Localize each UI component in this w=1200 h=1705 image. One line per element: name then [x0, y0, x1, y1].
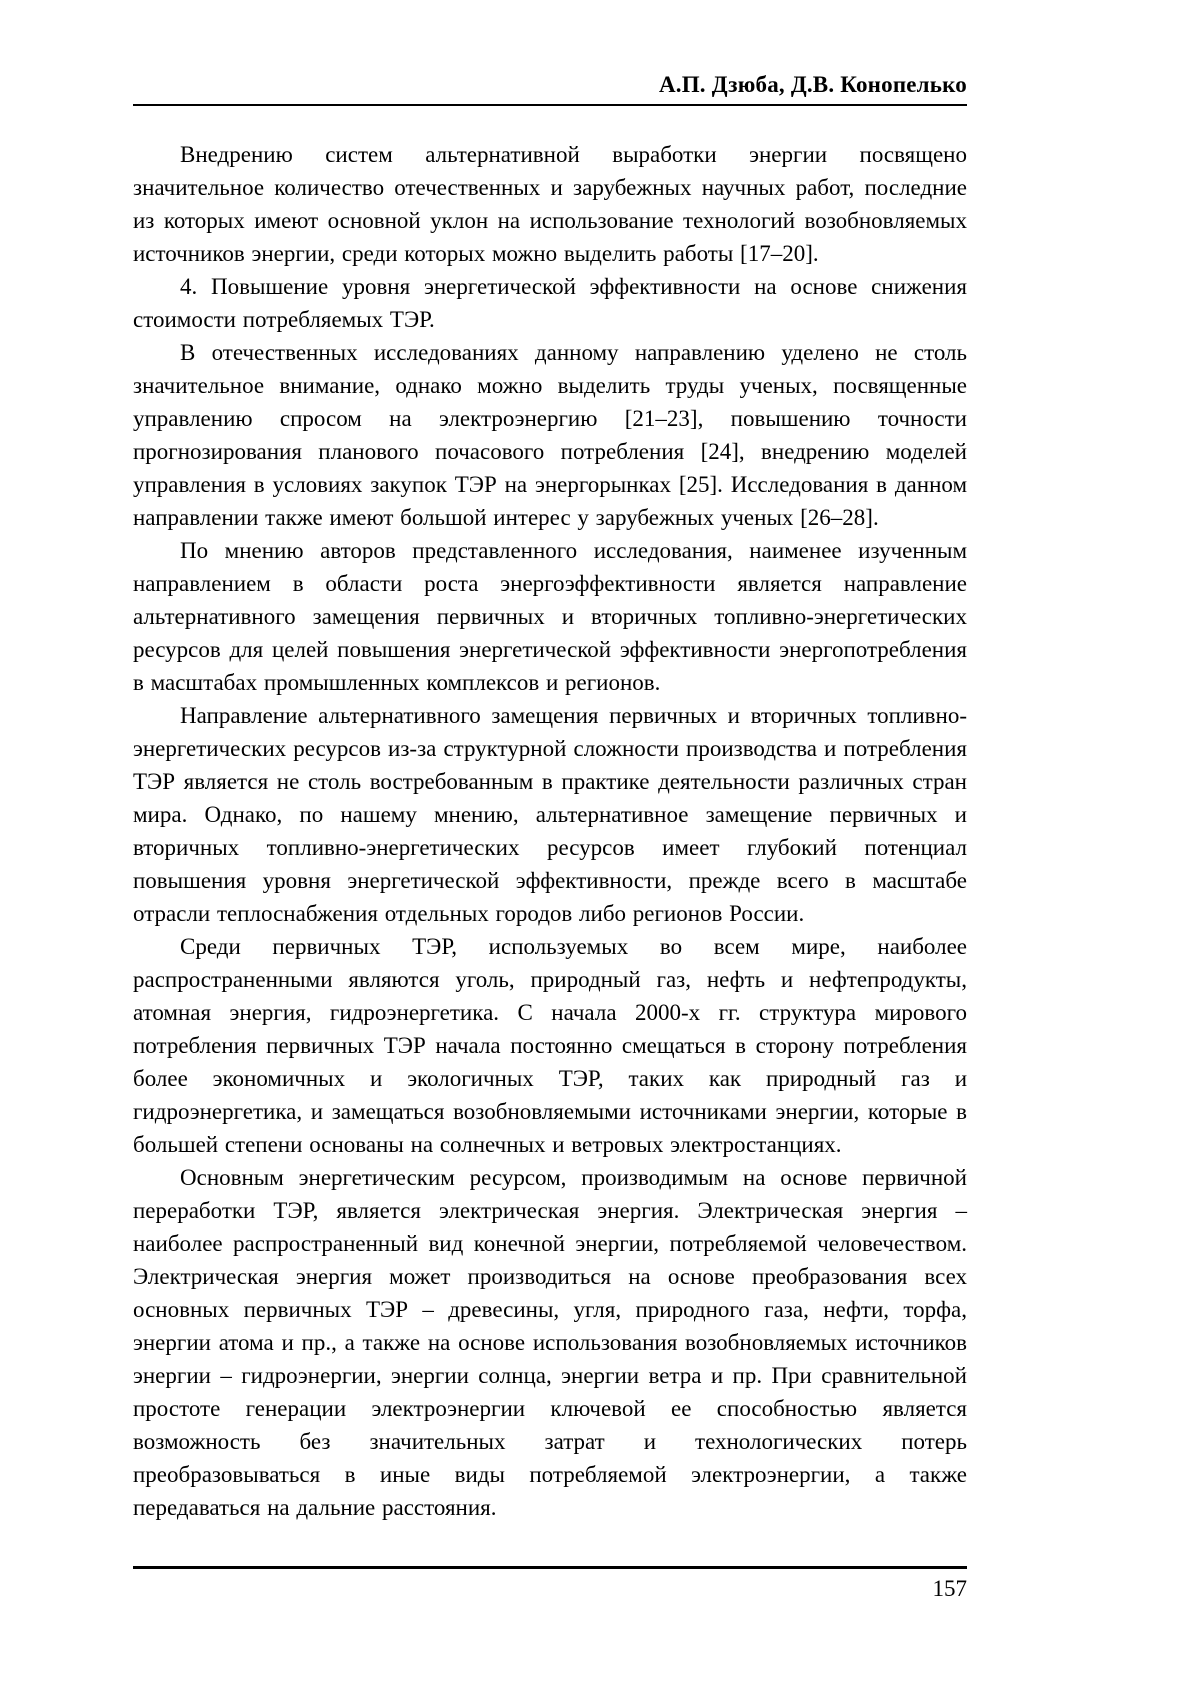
paragraph: В отечественных исследованиях данному направлению уделено не столь значительное внимание, однако можно выделить труды ученых, посвященные управлению спросом на электроэнергию [21–23], повышению точности прогнозирования планового почасового потребления [24], внедрению моделей управления в условиях закупок ТЭР на энергорынках [25]. Исследования в данном направлении также имеют большой интерес у зарубежных ученых [26–28].: [133, 340, 967, 530]
footer-rule: [133, 1566, 967, 1569]
paragraph: Основным энергетическим ресурсом, производимым на основе первичной переработки ТЭР, является электрическая энергия. Электрическая энергия – наиболее распространенный вид конечной энергии, потребляемой человечеством. Электрическая энергия может производиться на основе преобразования всех основных первичных ТЭР – древесины, угля, природного газа, нефти, торфа, энергии атома и пр., а также на основе использования возобновляемых источников энергии – гидроэнергии, энергии солнца, энергии ветра и пр. При сравнительной простоте генерации электроэнергии ключевой ее способностью является возможность без значительных затрат и технологических потерь преобразовываться в иные виды потребляемой электроэнергии, а также передаваться на дальние расстояния.: [133, 1165, 967, 1520]
paragraph: 4. Повышение уровня энергетической эффективности на основе снижения стоимости потребляемых ТЭР.: [133, 274, 967, 332]
authors-text: А.П. Дзюба, Д.В. Конопелько: [658, 72, 967, 97]
page-number: 157: [932, 1576, 967, 1601]
page-footer: [133, 1576, 967, 1602]
paragraph: Среди первичных ТЭР, используемых во всем мире, наиболее распространенными являются уголь, природный газ, нефть и нефтепродукты, атомная энергия, гидроэнергетика. С начала 2000-х гг. структура мирового потребления первичных ТЭР начала постоянно смещаться в сторону потребления более экономичных и экологичных ТЭР, таких как природный газ и гидроэнергетика, и замещаться возобновляемыми источниками энергии, которые в большей степени основаны на солнечных и ветровых электростанциях.: [133, 934, 967, 1157]
running-header: [133, 72, 967, 98]
paragraph: По мнению авторов представленного исследования, наименее изученным направлением в области роста энергоэффективности является направление альтернативного замещения первичных и вторичных топливно-энергетических ресурсов для целей повышения энергетической эффективности энергопотребления в масштабах промышленных комплексов и регионов.: [133, 538, 967, 695]
paragraph: Направление альтернативного замещения первичных и вторичных топливно-энергетических ресурсов из-за структурной сложности производства и потребления ТЭР является не столь востребованным в практике деятельности различных стран мира. Однако, по нашему мнению, альтернативное замещение первичных и вторичных топливно-энергетических ресурсов имеет глубокий потенциал повышения уровня энергетической эффективности, прежде всего в масштабе отрасли теплоснабжения отдельных городов либо регионов России.: [133, 703, 967, 926]
paragraph: Внедрению систем альтернативной выработки энергии посвящено значительное количество отечественных и зарубежных научных работ, последние из которых имеют основной уклон на использование технологий возобновляемых источников энергии, среди которых можно выделить работы [17–20].: [133, 142, 967, 266]
header-rule: [133, 104, 967, 106]
page-body: [133, 138, 967, 1524]
